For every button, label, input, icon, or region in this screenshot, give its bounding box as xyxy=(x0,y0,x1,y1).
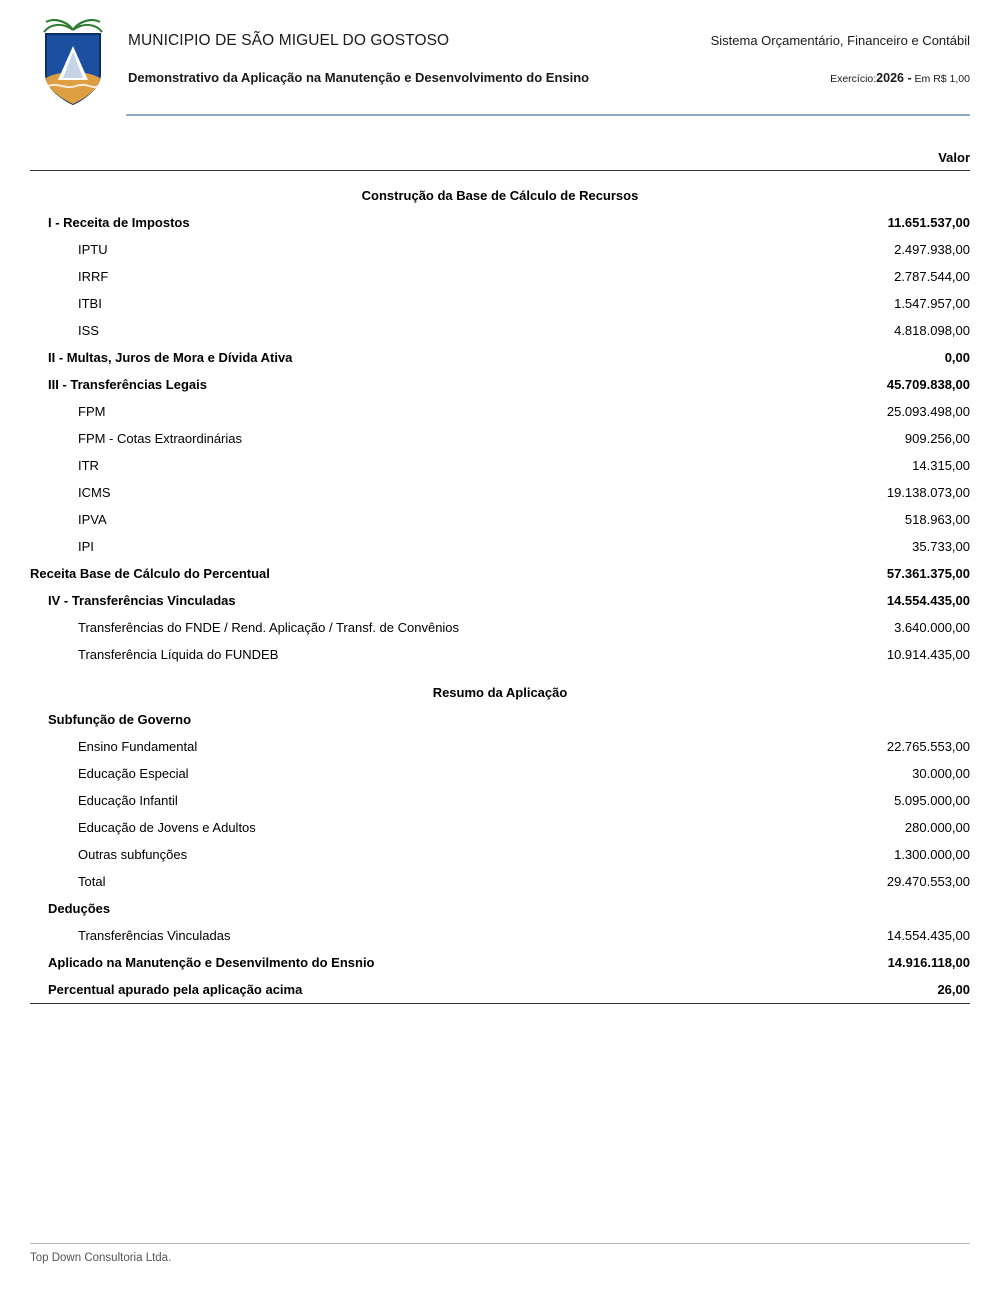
system-name: Sistema Orçamentário, Financeiro e Contábil xyxy=(710,33,970,48)
table-row xyxy=(30,560,970,587)
row-value: 2.497.938,00 xyxy=(894,242,970,257)
section-title: Resumo da Aplicação xyxy=(432,685,568,700)
row-label: ITR xyxy=(78,458,99,473)
table-row xyxy=(30,506,970,533)
table-row xyxy=(30,895,970,922)
table-row xyxy=(30,263,970,290)
table-row xyxy=(30,641,970,668)
row-label: II - Multas, Juros de Mora e Dívida Ativa xyxy=(48,350,293,365)
footer-text: Top Down Consultoria Ltda. xyxy=(30,1252,172,1264)
row-value: 19.138.073,00 xyxy=(886,485,970,500)
row-label: Subfunção de Governo xyxy=(48,712,192,727)
table-row xyxy=(30,425,970,452)
row-value: 909.256,00 xyxy=(904,431,970,446)
table-row xyxy=(30,236,970,263)
row-label: FPM xyxy=(78,404,106,419)
table-row xyxy=(30,614,970,641)
row-label: IPI xyxy=(78,539,94,554)
report-header xyxy=(30,18,970,106)
row-value: 2.787.544,00 xyxy=(894,269,970,284)
row-value: 10.914.435,00 xyxy=(886,647,970,662)
table-row xyxy=(30,922,970,949)
section-title-row xyxy=(30,171,970,210)
row-value: 57.361.375,00 xyxy=(886,566,970,581)
report-table xyxy=(30,150,970,1004)
table-row xyxy=(30,976,970,1004)
table-row xyxy=(30,949,970,976)
row-value: 35.733,00 xyxy=(912,539,970,554)
table-row xyxy=(30,760,970,787)
row-value: 5.095.000,00 xyxy=(894,793,970,808)
row-value: 14.554.435,00 xyxy=(886,928,970,943)
header-divider xyxy=(126,114,970,116)
row-label: Receita Base de Cálculo do Percentual xyxy=(30,566,270,581)
row-label: Transferências Vinculadas xyxy=(78,928,231,943)
currency-note: Em R$ 1,00 xyxy=(914,73,970,85)
row-label: Outras subfunções xyxy=(78,847,188,862)
table-row xyxy=(30,398,970,425)
table-header-label xyxy=(30,150,817,171)
table-row xyxy=(30,587,970,614)
table-row xyxy=(30,209,970,236)
row-label: III - Transferências Legais xyxy=(48,377,207,392)
report-table-wrap xyxy=(30,150,970,1004)
table-row xyxy=(30,371,970,398)
report-footer xyxy=(30,1243,970,1264)
table-row xyxy=(30,479,970,506)
row-value: 3.640.000,00 xyxy=(894,620,970,635)
row-value: 518.963,00 xyxy=(904,512,970,527)
exercise-label: Exercício: xyxy=(830,73,877,85)
row-value: 29.470.553,00 xyxy=(886,874,970,889)
section-title: Construção da Base de Cálculo de Recursos xyxy=(361,188,639,203)
row-label: IPVA xyxy=(78,512,107,527)
row-label: ICMS xyxy=(78,485,111,500)
table-header-row xyxy=(30,150,970,171)
table-row xyxy=(30,290,970,317)
row-label: ISS xyxy=(78,323,99,338)
row-value: 14.916.118,00 xyxy=(887,955,970,970)
table-row xyxy=(30,733,970,760)
table-row xyxy=(30,787,970,814)
organization-name: MUNICIPIO DE SÃO MIGUEL DO GOSTOSO xyxy=(128,32,450,49)
row-value: 25.093.498,00 xyxy=(886,404,970,419)
row-label: Educação de Jovens e Adultos xyxy=(78,820,256,835)
table-row xyxy=(30,317,970,344)
row-value: 0,00 xyxy=(944,350,970,365)
municipal-crest-icon xyxy=(32,18,114,106)
row-value: 11.651.537,00 xyxy=(887,215,970,230)
row-value: 30.000,00 xyxy=(912,766,970,781)
row-label: IPTU xyxy=(78,242,108,257)
section-title-row xyxy=(30,668,970,706)
row-label: ITBI xyxy=(78,296,102,311)
row-label: IRRF xyxy=(78,269,109,284)
row-value: 1.547.957,00 xyxy=(894,296,970,311)
report-title: Demonstrativo da Aplicação na Manutenção e Desenvolvimento do Ensino xyxy=(128,70,590,85)
row-value: 22.765.553,00 xyxy=(886,739,970,754)
row-label: Transferência Líquida do FUNDEB xyxy=(78,647,279,662)
row-value: 26,00 xyxy=(937,982,970,997)
row-label: Educação Infantil xyxy=(78,793,178,808)
row-label: Deduções xyxy=(48,901,111,916)
row-label: Transferências do FNDE / Rend. Aplicação / Transf. de Convênios xyxy=(78,620,460,635)
row-value: 14.315,00 xyxy=(912,458,970,473)
row-label: FPM - Cotas Extraordinárias xyxy=(78,431,242,446)
footer-divider xyxy=(30,1243,970,1244)
row-value: 45.709.838,00 xyxy=(886,377,970,392)
header-text-block xyxy=(114,18,970,85)
table-row xyxy=(30,868,970,895)
row-label: Percentual apurado pela aplicação acima xyxy=(48,982,303,997)
exercise-info xyxy=(830,71,970,85)
table-row xyxy=(30,533,970,560)
row-label: Educação Especial xyxy=(78,766,189,781)
row-value: 1.300.000,00 xyxy=(894,847,970,862)
row-label: Aplicado na Manutenção e Desenvilmento do Ensnio xyxy=(48,955,375,970)
row-label: Ensino Fundamental xyxy=(78,739,198,754)
row-value xyxy=(817,895,970,922)
row-value xyxy=(817,706,970,733)
row-value: 4.818.098,00 xyxy=(894,323,970,338)
table-bottom-rule-cell xyxy=(30,1004,970,1005)
table-row xyxy=(30,841,970,868)
exercise-year: 2026 - xyxy=(876,71,912,85)
table-row xyxy=(30,814,970,841)
table-header-value: Valor xyxy=(817,150,970,171)
table-row xyxy=(30,706,970,733)
table-row xyxy=(30,344,970,371)
table-row xyxy=(30,452,970,479)
row-label: IV - Transferências Vinculadas xyxy=(48,593,236,608)
row-label: I - Receita de Impostos xyxy=(48,215,190,230)
row-label: Total xyxy=(78,874,106,889)
row-value: 14.554.435,00 xyxy=(886,593,970,608)
table-bottom-rule xyxy=(30,1004,970,1005)
row-value: 280.000,00 xyxy=(904,820,970,835)
